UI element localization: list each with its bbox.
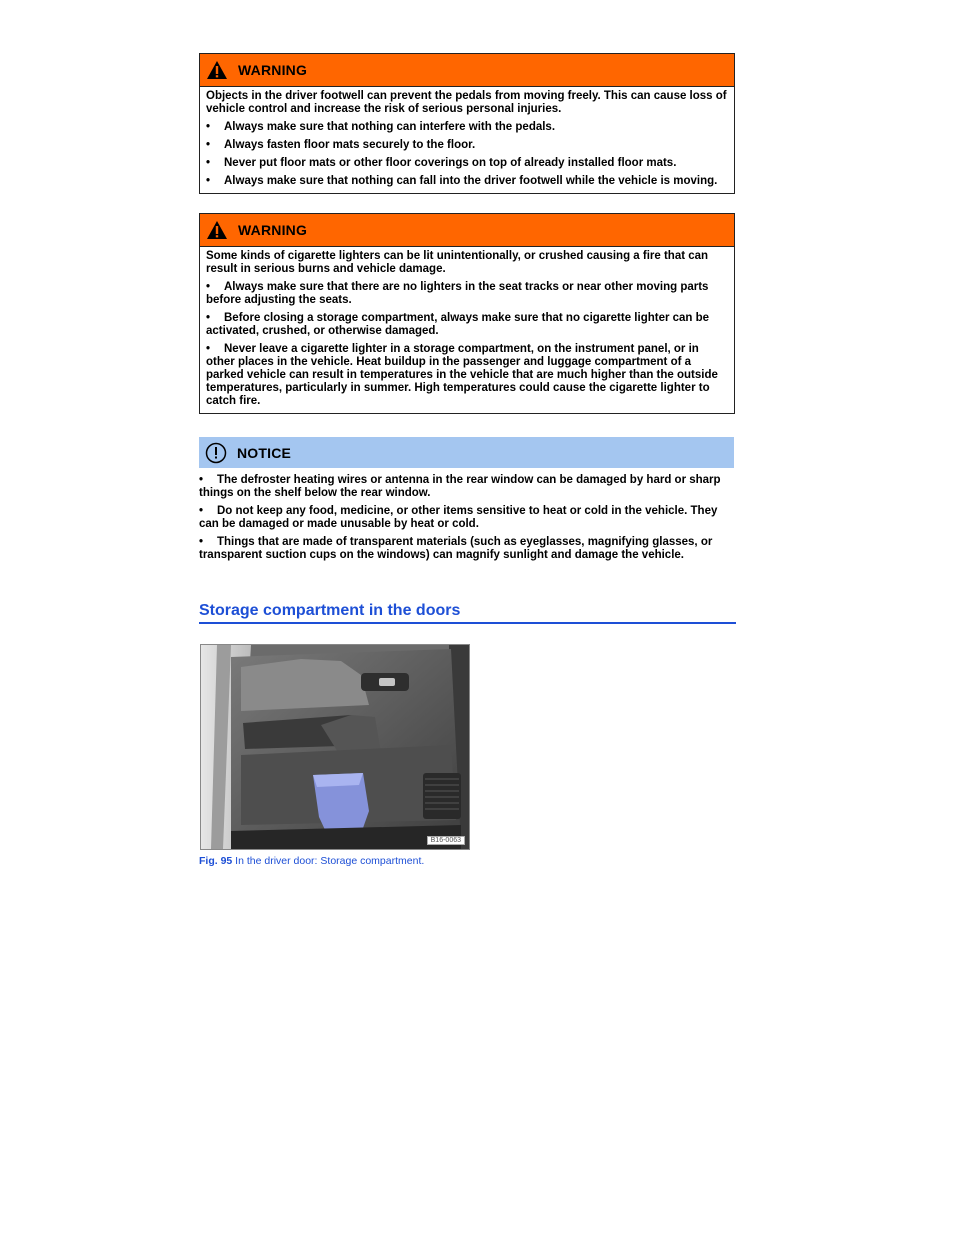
bullet-icon: • [199, 505, 204, 517]
bullet-icon: • [206, 281, 211, 293]
warning-title: WARNING [238, 62, 308, 78]
warning-box-lighters [199, 213, 735, 414]
bullet-icon: • [206, 312, 211, 324]
section-title: Storage compartment in the doors [199, 602, 461, 619]
warning-triangle-icon [206, 220, 228, 240]
figure-number: Fig. 95 [199, 855, 233, 867]
bullet-icon: • [199, 474, 204, 486]
notice-header [199, 437, 734, 468]
warning-triangle-icon [206, 60, 228, 80]
list-item: • Things that are made of transparent materials (such as eyeglasses, magnifying glasses, or transparent suction cups on the windows) can magnify sunlight and damage the vehicle. [199, 536, 713, 561]
warning-intro: Objects in the driver footwell can prevent the pedals from moving freely. This can cause loss of vehicle control and increase the risk of serious personal injuries. [206, 90, 727, 115]
section-divider [199, 622, 736, 624]
list-item: • Always make sure that nothing can interfere with the pedals. [206, 121, 556, 133]
list-item: • Always make sure that there are no lighters in the seat tracks or near other moving parts before adjusting the seats. [206, 281, 709, 306]
warning-intro: Some kinds of cigarette lighters can be lit unintentionally, or crushed causing a fire that can result in serious burns and vehicle damage. [206, 250, 709, 275]
bullet-icon: • [206, 121, 211, 133]
door-illustration [201, 645, 469, 849]
list-item: • Always make sure that nothing can fall into the driver footwell while the vehicle is moving. [206, 175, 718, 187]
figure-code: B16-0063 [427, 836, 465, 845]
bullet-icon: • [206, 343, 211, 355]
warning-title: WARNING [238, 222, 308, 238]
door-figure-image [200, 644, 470, 850]
warning-header [200, 214, 734, 247]
notice-exclamation-icon [205, 442, 227, 464]
notice-body [199, 474, 733, 567]
bullet-icon: • [206, 175, 211, 187]
figure-caption [199, 855, 424, 867]
list-item: • Never put floor mats or other floor coverings on top of already installed floor mats. [206, 157, 677, 169]
bullet-icon: • [199, 536, 204, 548]
list-item: • Never leave a cigarette lighter in a storage compartment, on the instrument panel, or in other places in the vehicle. Heat buildup in the passenger and luggage compartment of a parked vehicle can result in temperatures in the vehicle that are much higher than the outside temperatures, particularly in summer. High temperatures could cause the cigarette lighter to catch fire. [206, 343, 718, 407]
figure-caption-text: In the driver door: Storage compartment. [232, 855, 425, 867]
list-item: • The defroster heating wires or antenna in the rear window can be damaged by hard or sharp things on the shelf below the rear window. [199, 474, 721, 499]
list-item: • Always fasten floor mats securely to the floor. [206, 139, 476, 151]
warning-header [200, 54, 734, 87]
notice-title: NOTICE [237, 444, 292, 461]
list-item: • Before closing a storage compartment, always make sure that no cigarette lighter can be activated, crushed, or otherwise damaged. [206, 312, 710, 337]
warning-box-pedals [199, 53, 735, 194]
list-item: • Do not keep any food, medicine, or other items sensitive to heat or cold in the vehicle. They can be damaged or made unusable by heat or cold. [199, 505, 718, 530]
bullet-icon: • [206, 157, 211, 169]
bullet-icon: • [206, 139, 211, 151]
